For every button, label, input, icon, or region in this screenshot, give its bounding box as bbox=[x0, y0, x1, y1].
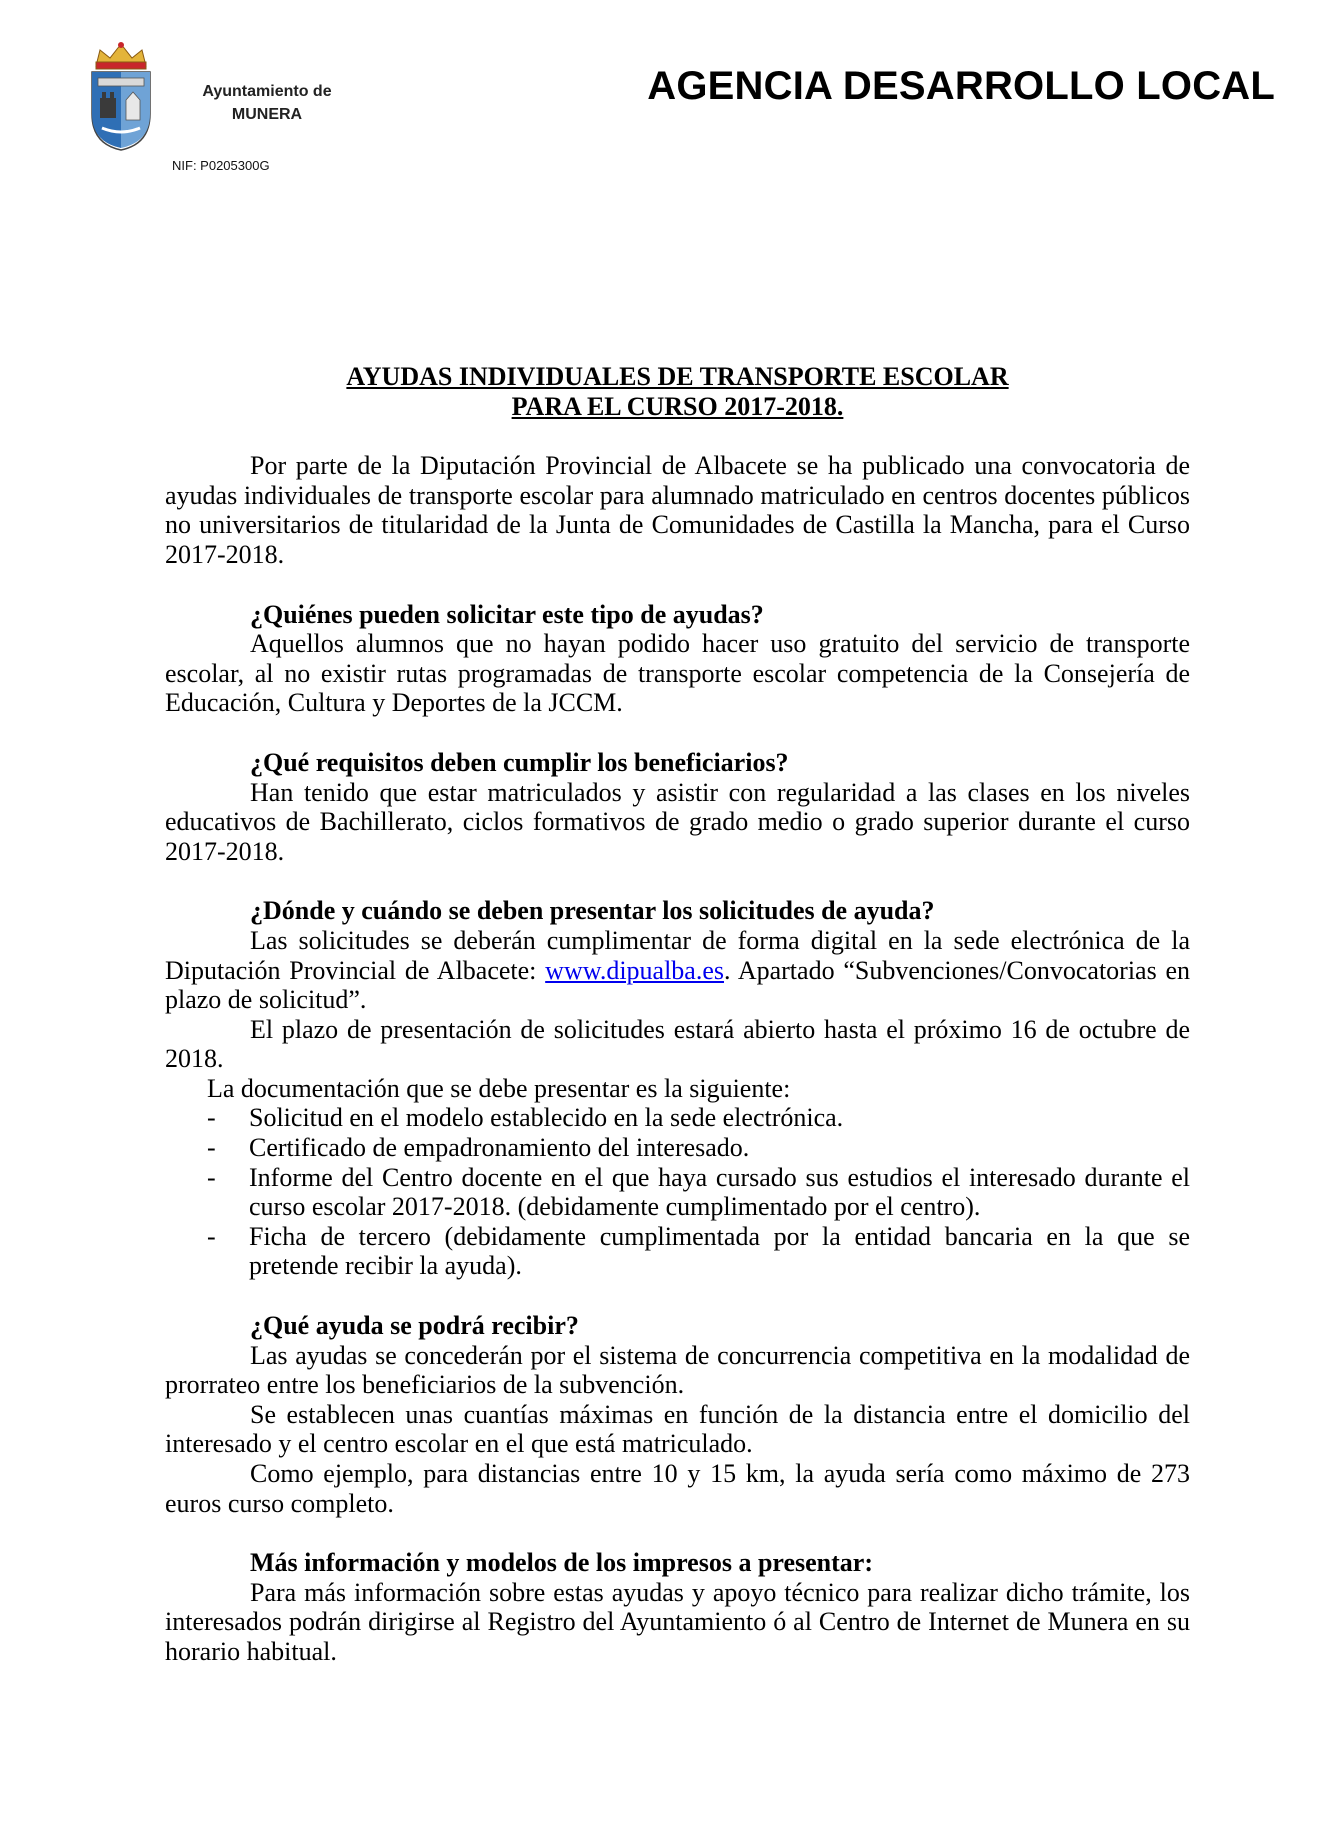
q5-text: Para más información sobre estas ayudas y apoyo técnico para realizar dicho trámite, los interesados podrán dirigirse al Registro del Ayuntamiento ó al Centro de Internet de Munera en su horario habitual. bbox=[165, 1577, 1190, 1666]
title-line2: PARA EL CURSO 2017-2018. bbox=[511, 391, 844, 421]
coat-of-arms-logo bbox=[88, 40, 154, 152]
organization-name bbox=[192, 80, 342, 126]
q4-paragraph-1: Las ayudas se concederán por el sistema de concurrencia competitiva en la modalidad de prorrateo entre los beneficiarios de la subvención. bbox=[165, 1340, 1190, 1400]
list-item: - Solicitud en el modelo establecido en la sede electrónica. bbox=[165, 1103, 1190, 1133]
list-item: - Ficha de tercero (debidamente cumplimentada por la entidad bancaria en la que se pretende recibir la ayuda). bbox=[207, 1221, 1190, 1281]
q4-paragraph-2: Se establecen unas cuantías máximas en función de la distancia entre el domicilio del interesado y el centro escolar en el que está matriculado. bbox=[165, 1399, 1190, 1459]
list-item-text: Certificado de empadronamiento del interesado. bbox=[249, 1133, 750, 1163]
q1-heading: ¿Quiénes pueden solicitar este tipo de ayudas? bbox=[250, 599, 764, 629]
organization-line2: MUNERA bbox=[231, 106, 303, 123]
q3-text bbox=[165, 926, 1190, 1015]
q1-text: Aquellos alumnos que no hayan podido hacer uso gratuito del servicio de transporte escolar, al no existir rutas programadas de transporte escolar competencia de la Consejería de Educación, Cultura y Deportes de la JCCM. bbox=[165, 629, 1190, 718]
document-body bbox=[165, 362, 1190, 1667]
q4-heading: ¿Qué ayuda se podrá recibir? bbox=[250, 1311, 579, 1341]
q2-heading: ¿Qué requisitos deben cumplir los beneficiarios? bbox=[250, 747, 789, 777]
q4-paragraph-3: Como ejemplo, para distancias entre 10 y 15 km, la ayuda sería como máximo de 273 euros curso completo. bbox=[165, 1459, 1190, 1518]
q2-text: Han tenido que estar matriculados y asistir con regularidad a las clases en los niveles educativos de Bachillerato, ciclos formativos de grado medio o grado superior durante el curso 2017-2018. bbox=[165, 777, 1190, 866]
list-item: - Certificado de empadronamiento del interesado. bbox=[165, 1133, 1190, 1163]
list-item-text: Ficha de tercero (debidamente cumplimentada por la entidad bancaria en la que se pretende recibir la ayuda). bbox=[249, 1221, 1190, 1281]
q3-deadline: El plazo de presentación de solicitudes estará abierto hasta el próximo 16 de octubre de 2018. bbox=[165, 1014, 1190, 1074]
nif-label: NIF: P0205300G bbox=[172, 158, 270, 173]
q3-text-before: Las solicitudes se deberán cumplimentar de forma digital en la sede electrónica de la Diputación Provincial de Albacete: bbox=[165, 925, 1190, 985]
q3-text-after: . Apartado “Subvenciones/Convocatorias en plazo de solicitud”. bbox=[165, 955, 1191, 1015]
q5-heading: Más información y modelos de los impresos a presentar: bbox=[250, 1548, 873, 1578]
title-line1: AYUDAS INDIVIDUALES DE TRANSPORTE ESCOLAR bbox=[346, 362, 1009, 391]
list-item-text: Informe del Centro docente en el que haya cursado sus estudios el interesado durante el curso escolar 2017-2018. (debidamente cumplimentado por el centro). bbox=[249, 1162, 1190, 1222]
agency-heading: AGENCIA DESARROLLO LOCAL bbox=[647, 64, 1275, 108]
list-item-text: Solicitud en el modelo establecido en la sede electrónica. bbox=[249, 1103, 844, 1133]
dipualba-link[interactable]: www.dipualba.es bbox=[545, 955, 724, 985]
intro-paragraph: Por parte de la Diputación Provincial de Albacete se ha publicado una convocatoria de ayudas individuales de transporte escolar para alumnado matriculado en centros docentes públicos no universitarios de titularidad de la Junta de Comunidades de Castilla la Mancha, para el Curso 2017-2018. bbox=[165, 451, 1190, 569]
q3-heading: ¿Dónde y cuándo se deben presentar los solicitudes de ayuda? bbox=[250, 896, 935, 926]
organization-line1: Ayuntamiento de bbox=[202, 83, 332, 100]
list-item: - Informe del Centro docente en el que haya cursado sus estudios el interesado durante el curso escolar 2017-2018. (debidamente cumplimentado por el centro). bbox=[207, 1162, 1190, 1222]
docs-lead: La documentación que se debe presentar es la siguiente: bbox=[207, 1073, 791, 1103]
